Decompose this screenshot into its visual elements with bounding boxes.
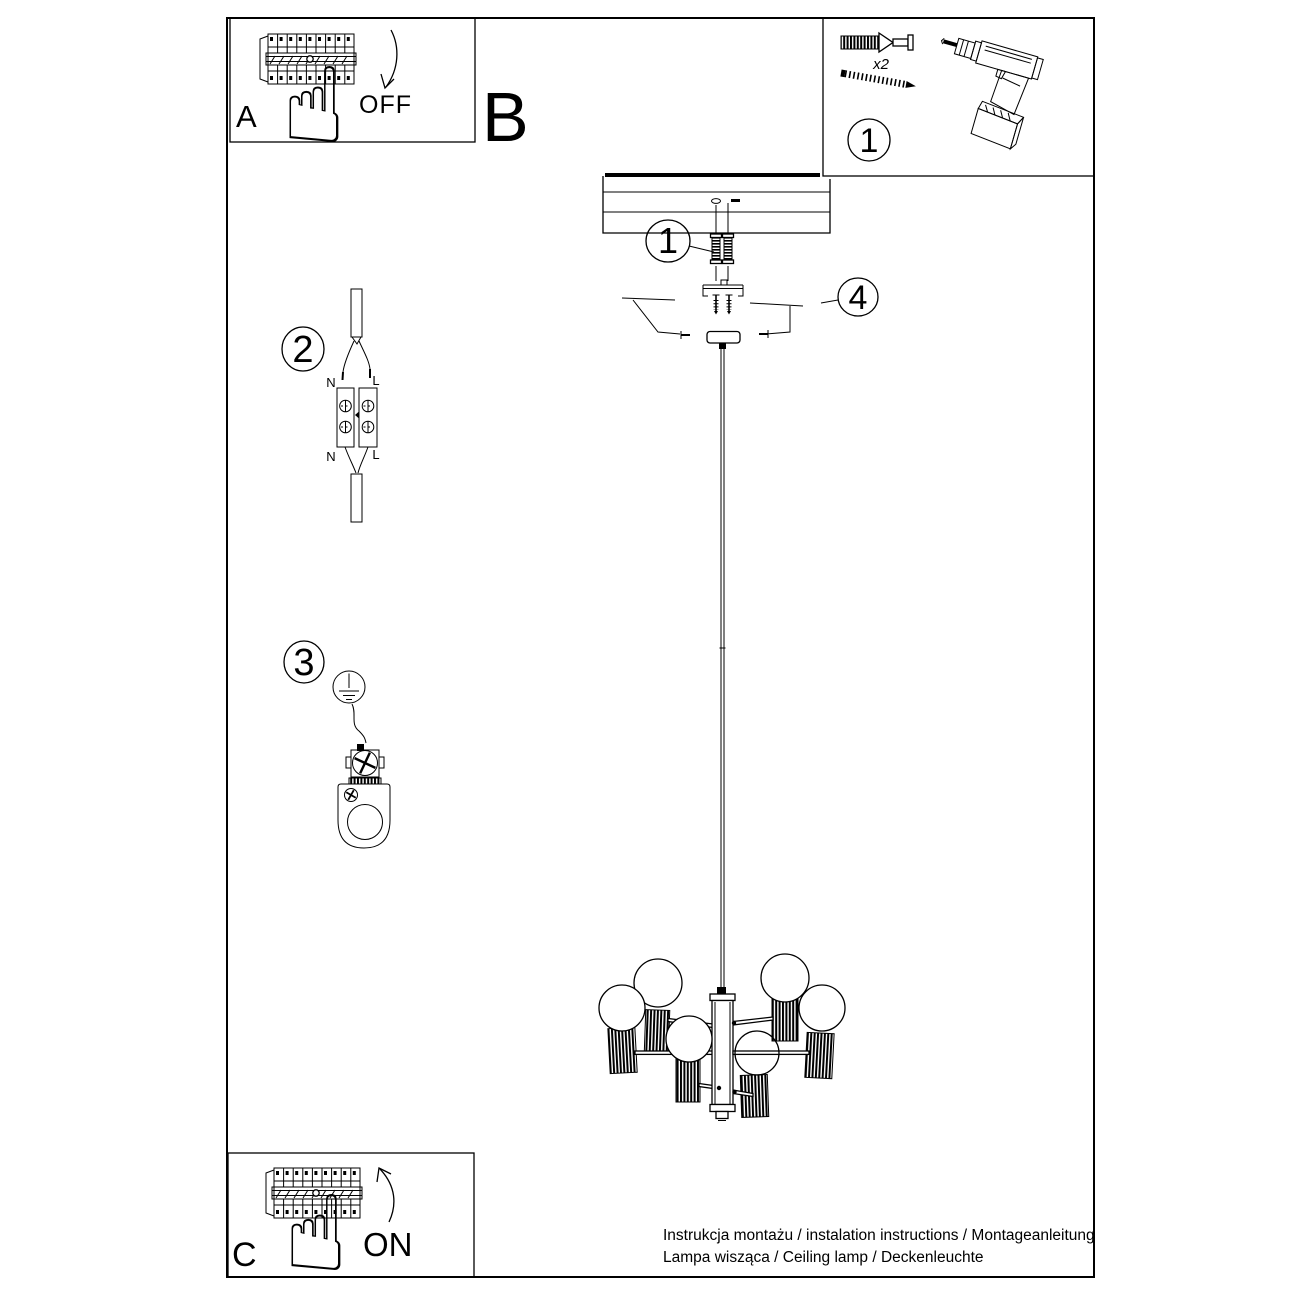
step-a-state: OFF xyxy=(359,91,412,119)
step-b-label: B xyxy=(482,78,529,156)
pointing-hand-icon-c: ☝ xyxy=(284,1173,348,1295)
callout-2: 2 xyxy=(292,329,314,371)
wire-label-n-bottom: N xyxy=(326,449,336,464)
wire-label-l-top: L xyxy=(372,373,380,388)
callout-4: 4 xyxy=(848,279,868,317)
footer-line1: Instrukcja montażu / instalation instructions / Montageanleitung xyxy=(663,1227,1095,1244)
callout-1-dowels: 1 xyxy=(657,220,679,261)
earth-symbol-icon xyxy=(333,671,365,703)
wire-label-l-bottom: L xyxy=(372,447,380,462)
step-c-label: C xyxy=(232,1236,257,1274)
footer-line2: Lampa wisząca / Ceiling lamp / Deckenleuchte xyxy=(663,1249,984,1266)
drill-hole-2 xyxy=(731,199,740,202)
wire-label-n-top: N xyxy=(326,375,336,390)
callout-3: 3 xyxy=(293,642,315,684)
lamp-arm-right xyxy=(733,1051,809,1054)
step-c-state: ON xyxy=(363,1226,413,1263)
wall-plug-quantity: x2 xyxy=(873,56,889,73)
step-a-label: A xyxy=(236,99,257,134)
callout-1-tools: 1 xyxy=(859,122,879,160)
pointing-hand-icon: ☝ xyxy=(282,45,346,167)
